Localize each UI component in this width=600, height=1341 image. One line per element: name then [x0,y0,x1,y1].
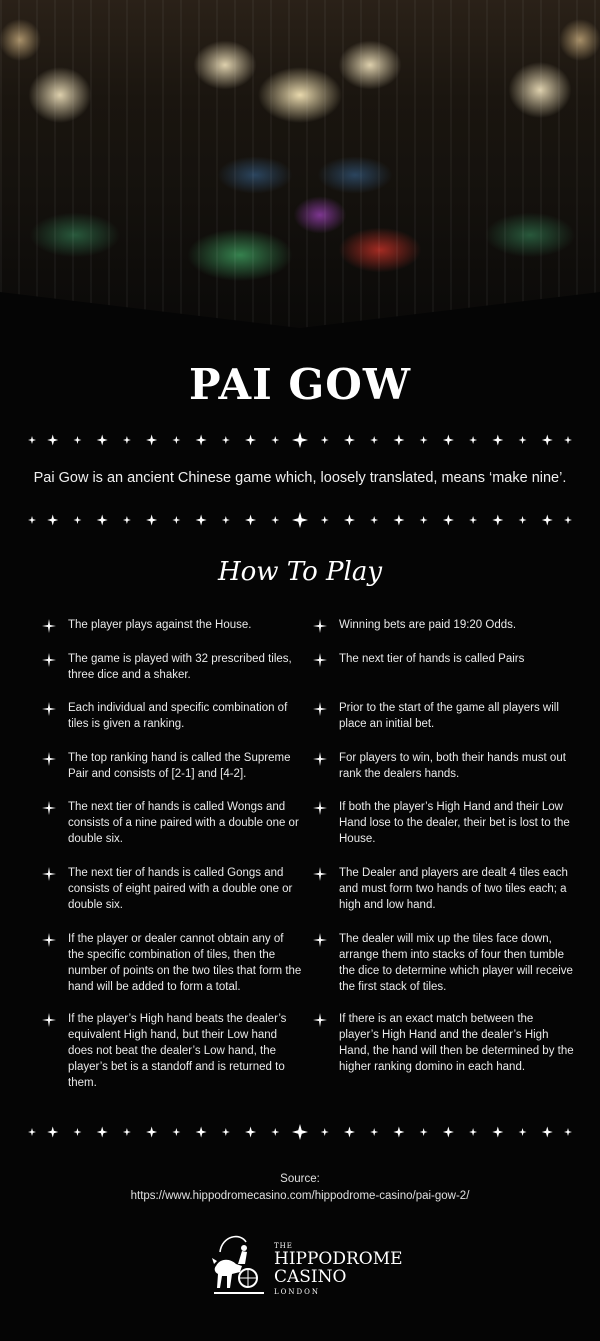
rule-text: Winning bets are paid 19:20 Odds. [339,619,517,631]
sparkle-icon [443,515,454,526]
horse-chariot-logo-icon [212,1230,272,1302]
sparkle-icon [370,1128,378,1136]
logo-casino: CASINO [274,1267,347,1287]
sparkle-icon [542,1127,553,1138]
rule-text: The next tier of hands is called Wongs and consists of a nine paired with a double one or double six. [68,801,299,845]
sparkle-icon [172,516,180,524]
sparkle-icon [172,436,180,444]
hippodrome-casino-logo [212,1230,402,1310]
rule-text: The top ranking hand is called the Supreme Pair and consists of [2-1] and [4-2]. [68,752,291,780]
rule-text: Prior to the start of the game all players will place an initial bet. [339,702,559,730]
page-title: PAI GOW [188,360,411,409]
sparkle-icon [172,1128,180,1136]
sparkle-icon [492,515,503,526]
sparkle-icon [321,1128,329,1136]
sparkle-icon [123,436,131,444]
sparkle-icon [146,1127,157,1138]
sparkle-icon [469,516,477,524]
logo-london: LONDON [274,1288,320,1296]
sparkle-icon [321,516,329,524]
rule-text: If the player or dealer cannot obtain any of the specific combination of tiles, then the number of points on the two tiles that form the hand will be added to form a total. [68,933,302,993]
sparkle-icon [313,702,327,716]
sparkle-icon [42,801,56,815]
sparkle-icon [420,436,428,444]
sparkle-icon [42,752,56,766]
sparkle-icon [344,435,355,446]
rule-text: The next tier of hands is called Pairs [339,653,525,665]
sparkle-icon [73,516,81,524]
sparkle-icon [393,435,404,446]
sparkle-icon [146,435,157,446]
sparkle-icon [420,1128,428,1136]
sparkle-icon [245,435,256,446]
sparkle-icon [492,1127,503,1138]
sparkle-icon [123,1128,131,1136]
sparkle-icon [313,801,327,815]
sparkle-icon [42,1013,56,1027]
rule-text: The dealer will mix up the tiles face down, arrange them into stacks of four then tumble the dice to determine which player will receive the first stack of tiles. [339,933,573,993]
logo-the: THE [274,1242,293,1250]
rule-text: The game is played with 32 prescribed tiles, three dice and a shaker. [68,653,292,681]
sparkle-icon [73,1128,81,1136]
rule-text: For players to win, both their hands must out rank the dealers hands. [339,752,566,780]
sparkle-divider-top [28,430,572,450]
sparkle-icon [420,516,428,524]
rule-text: If there is an exact match between the player’s High Hand and the dealer’s High Hand, the hand will then be determined by the higher ranking domino in each hand. [339,1013,574,1073]
intro-text: Pai Gow is an ancient Chinese game which, loosely translated, means ‘make nine’. [33,470,567,486]
sparkle-icon [519,436,527,444]
sparkle-icon [271,1128,279,1136]
sparkle-divider-middle [28,510,572,530]
sparkle-icon [42,702,56,716]
sparkle-icon [42,867,56,881]
sparkle-icon [344,515,355,526]
sparkle-icon [196,515,207,526]
sparkle-icon [222,436,230,444]
source-label: Source: [280,1173,320,1185]
sparkle-icon [313,933,327,947]
sparkle-icon [196,1127,207,1138]
sparkle-icon [28,1128,36,1136]
sparkle-icon [370,516,378,524]
sparkle-icon [393,1127,404,1138]
sparkle-icon [542,515,553,526]
sparkle-icon [313,619,327,633]
rule-text: The Dealer and players are dealt 4 tiles each and must form two hands of two tiles each; a high and low hand. [339,867,568,911]
sparkle-icon [564,516,572,524]
sparkle-icon [313,653,327,667]
sparkle-icon [222,516,230,524]
sparkle-icon [42,933,56,947]
sparkle-icon [519,1128,527,1136]
sparkle-icon [222,1128,230,1136]
rule-text: The player plays against the House. [68,619,252,631]
sparkle-icon [443,1127,454,1138]
logo-hippodrome: HIPPODROME [274,1249,403,1269]
sparkle-icon [271,436,279,444]
sparkle-icon [469,1128,477,1136]
rule-text: Each individual and specific combination of tiles is given a ranking. [68,702,288,730]
sparkle-icon [97,435,108,446]
sparkle-divider-bottom [28,1122,572,1142]
rule-text: If both the player’s High Hand and their Low Hand lose to the dealer, their bet is lost to the House. [339,801,570,845]
sparkle-icon [292,1124,308,1140]
sparkle-icon [123,516,131,524]
sparkle-icon [42,619,56,633]
sparkle-icon [245,1127,256,1138]
sparkle-icon [344,1127,355,1138]
sparkle-icon [313,1013,327,1027]
sparkle-icon [492,435,503,446]
sparkle-icon [519,516,527,524]
sparkle-icon [313,752,327,766]
sparkle-icon [73,436,81,444]
sparkle-icon [393,515,404,526]
sparkle-icon [321,436,329,444]
source-link[interactable]: https://www.hippodromecasino.com/hippodrome-casino/pai-gow-2/ [130,1190,470,1202]
sparkle-icon [292,432,308,448]
sparkle-icon [313,867,327,881]
sparkle-icon [370,436,378,444]
sparkle-icon [271,516,279,524]
sparkle-icon [146,515,157,526]
sparkle-icon [564,1128,572,1136]
sparkle-icon [245,515,256,526]
sparkle-icon [564,436,572,444]
sparkle-icon [97,515,108,526]
sparkle-icon [47,515,58,526]
sparkle-icon [42,653,56,667]
logo-wordmark [274,1242,403,1296]
rule-text: The next tier of hands is called Gongs and consists of eight paired with a double one or double six. [68,867,293,911]
sparkle-icon [292,512,308,528]
sparkle-icon [28,516,36,524]
sparkle-icon [28,436,36,444]
sparkle-icon [196,435,207,446]
sparkle-icon [47,435,58,446]
how-to-play-heading: How To Play [217,557,383,587]
hero-overlay [0,0,600,330]
sparkle-icon [469,436,477,444]
sparkle-icon [443,435,454,446]
sparkle-icon [47,1127,58,1138]
sparkle-icon [542,435,553,446]
rule-text: If the player’s High hand beats the dealer’s equivalent High hand, but their Low hand does not beat the dealer’s Low hand, the player’s bet is a standoff and is returned to them. [68,1013,287,1089]
sparkle-icon [97,1127,108,1138]
